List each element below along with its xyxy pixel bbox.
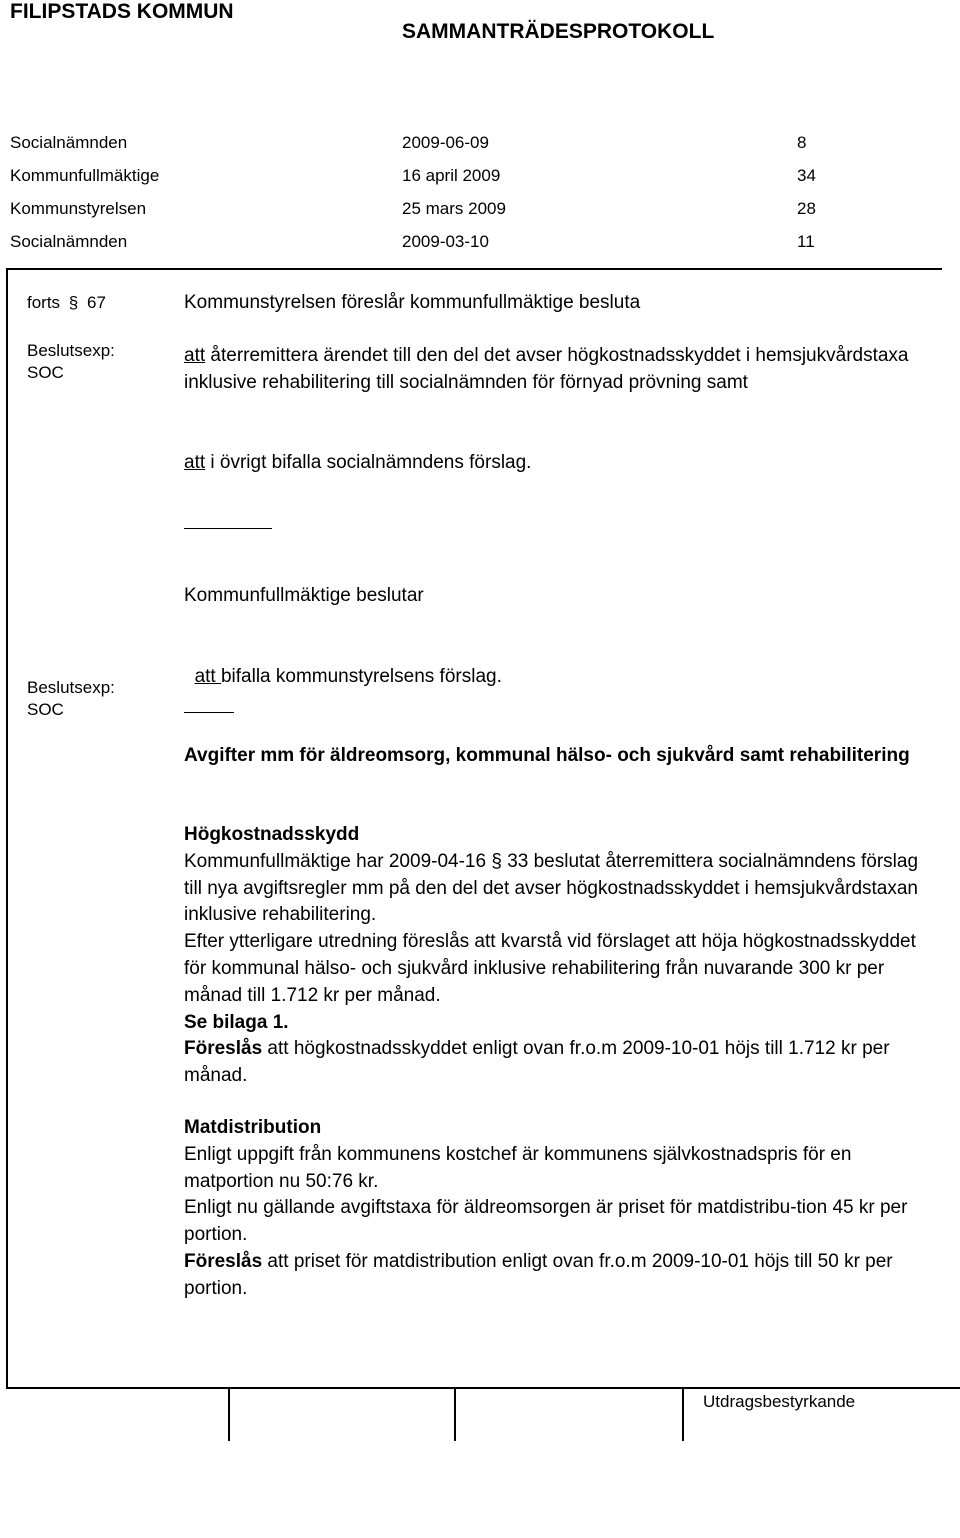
frame-top-line [6, 268, 942, 270]
section-label: forts [27, 293, 61, 312]
ref-date: 25 mars 2009 [402, 199, 506, 218]
item-text: i övrigt bifalla socialnämndens förslag. [205, 452, 532, 473]
sign-box-divider [228, 1389, 230, 1441]
att-marker: att [184, 345, 206, 366]
separator-line [184, 528, 272, 529]
ref-body: Socialnämnden [10, 232, 128, 251]
document-type: SAMMANTRÄDESPROTOKOLL [402, 20, 715, 43]
att-marker: att [194, 665, 221, 687]
section-ref [27, 292, 106, 314]
md-proposal [184, 1249, 930, 1303]
separator-line [184, 712, 234, 713]
proposal-label: Föreslås [184, 1038, 263, 1060]
ref-date: 2009-06-09 [402, 133, 489, 152]
decision-recipient [27, 340, 115, 384]
matdistribution-section [184, 1115, 930, 1303]
annex-title: Avgifter mm för äldreomsorg, kommunal hälso- och sjukvård samt rehabilitering [184, 745, 910, 766]
sign-box-divider [454, 1389, 456, 1441]
hk-text-a: Kommunfullmäktige har 2009-04-16 [184, 850, 492, 872]
item-text: återremittera ärendet till den del det avser högkostnadsskyddet i hemsjukvårdstaxa inklusive rehabilitering till socialnämnden för förnyad prövning samt [184, 345, 909, 393]
md-paragraph: Enligt nu gällande avgiftstaxa för äldreomsorgen är priset för matdistribu-tion 45 kr per portion. [184, 1197, 908, 1246]
hk-proposal [184, 1036, 930, 1090]
proposal-text: att högkostnadsskyddet enligt ovan fr.o.m 2009-10-01 höjs till 1.712 kr per månad. [184, 1038, 890, 1087]
paragraph-symbol: § [491, 850, 502, 872]
recipient-label: Beslutsexp: [27, 341, 115, 360]
ref-page: 28 [797, 199, 816, 218]
decision-recipient [27, 677, 115, 721]
ref-page: 34 [797, 166, 816, 185]
ref-date: 2009-03-10 [402, 232, 489, 251]
ks-proposal-item [184, 343, 924, 397]
ref-page: 11 [797, 232, 815, 251]
ref-body: Kommunstyrelsen [10, 199, 147, 218]
hk-text-b: 33 beslutat återremittera socialnämndens förslag till nya avgiftsregler mm på den del det avser högkostnadsskyddet i hemsjukvårdstaxan inklusive rehabilitering. [184, 850, 919, 926]
ref-date: 16 april 2009 [402, 166, 501, 185]
proposal-text: att priset för matdistribution enligt ovan fr.o.m 2009-10-01 höjs till 50 kr per portion. [184, 1250, 893, 1299]
org-name: FILIPSTADS KOMMUN [10, 0, 234, 23]
recipient-label: Beslutsexp: [27, 678, 115, 697]
proposal-label: Föreslås [184, 1250, 263, 1272]
section-number: 67 [87, 293, 106, 312]
frame-left-line [6, 268, 8, 1389]
item-text: bifalla kommunstyrelsens förslag. [220, 665, 502, 687]
hk-paragraph: Efter ytterligare utredning föreslås att kvarstå vid förslaget att höja högkostnadsskyddet för kommunal hälso- och sjukvård inklusive rehabilitering från nuvarande 300 kr per månad till 1.712 kr per månad. [184, 931, 916, 1006]
ks-proposal-item [184, 450, 924, 477]
ref-page: 8 [797, 133, 807, 152]
kf-decision-item [184, 637, 502, 691]
att-marker: att [184, 452, 206, 473]
sign-box-divider [682, 1389, 684, 1441]
ks-proposal-heading: Kommunstyrelsen föreslår kommunfullmäktige besluta [184, 292, 641, 313]
md-heading: Matdistribution [184, 1117, 322, 1138]
kf-decision-heading: Kommunfullmäktige beslutar [184, 585, 424, 606]
hk-paragraph [184, 849, 930, 929]
recipient-value: SOC [27, 363, 64, 382]
appendix-reference: Se bilaga 1. [184, 1011, 289, 1033]
frame-bottom-line [6, 1387, 960, 1389]
section-symbol: § [68, 293, 79, 312]
certification-label: Utdragsbestyrkande [703, 1392, 856, 1411]
annex-body [184, 822, 930, 1090]
ref-body: Socialnämnden [10, 133, 128, 152]
md-paragraph: Enligt uppgift från kommunens kostchef är kommunens självkostnadspris för en matportion nu 50:76 kr. [184, 1143, 852, 1192]
recipient-value: SOC [27, 700, 64, 719]
hk-heading: Högkostnadsskydd [184, 824, 360, 845]
ref-body: Kommunfullmäktige [10, 166, 160, 185]
